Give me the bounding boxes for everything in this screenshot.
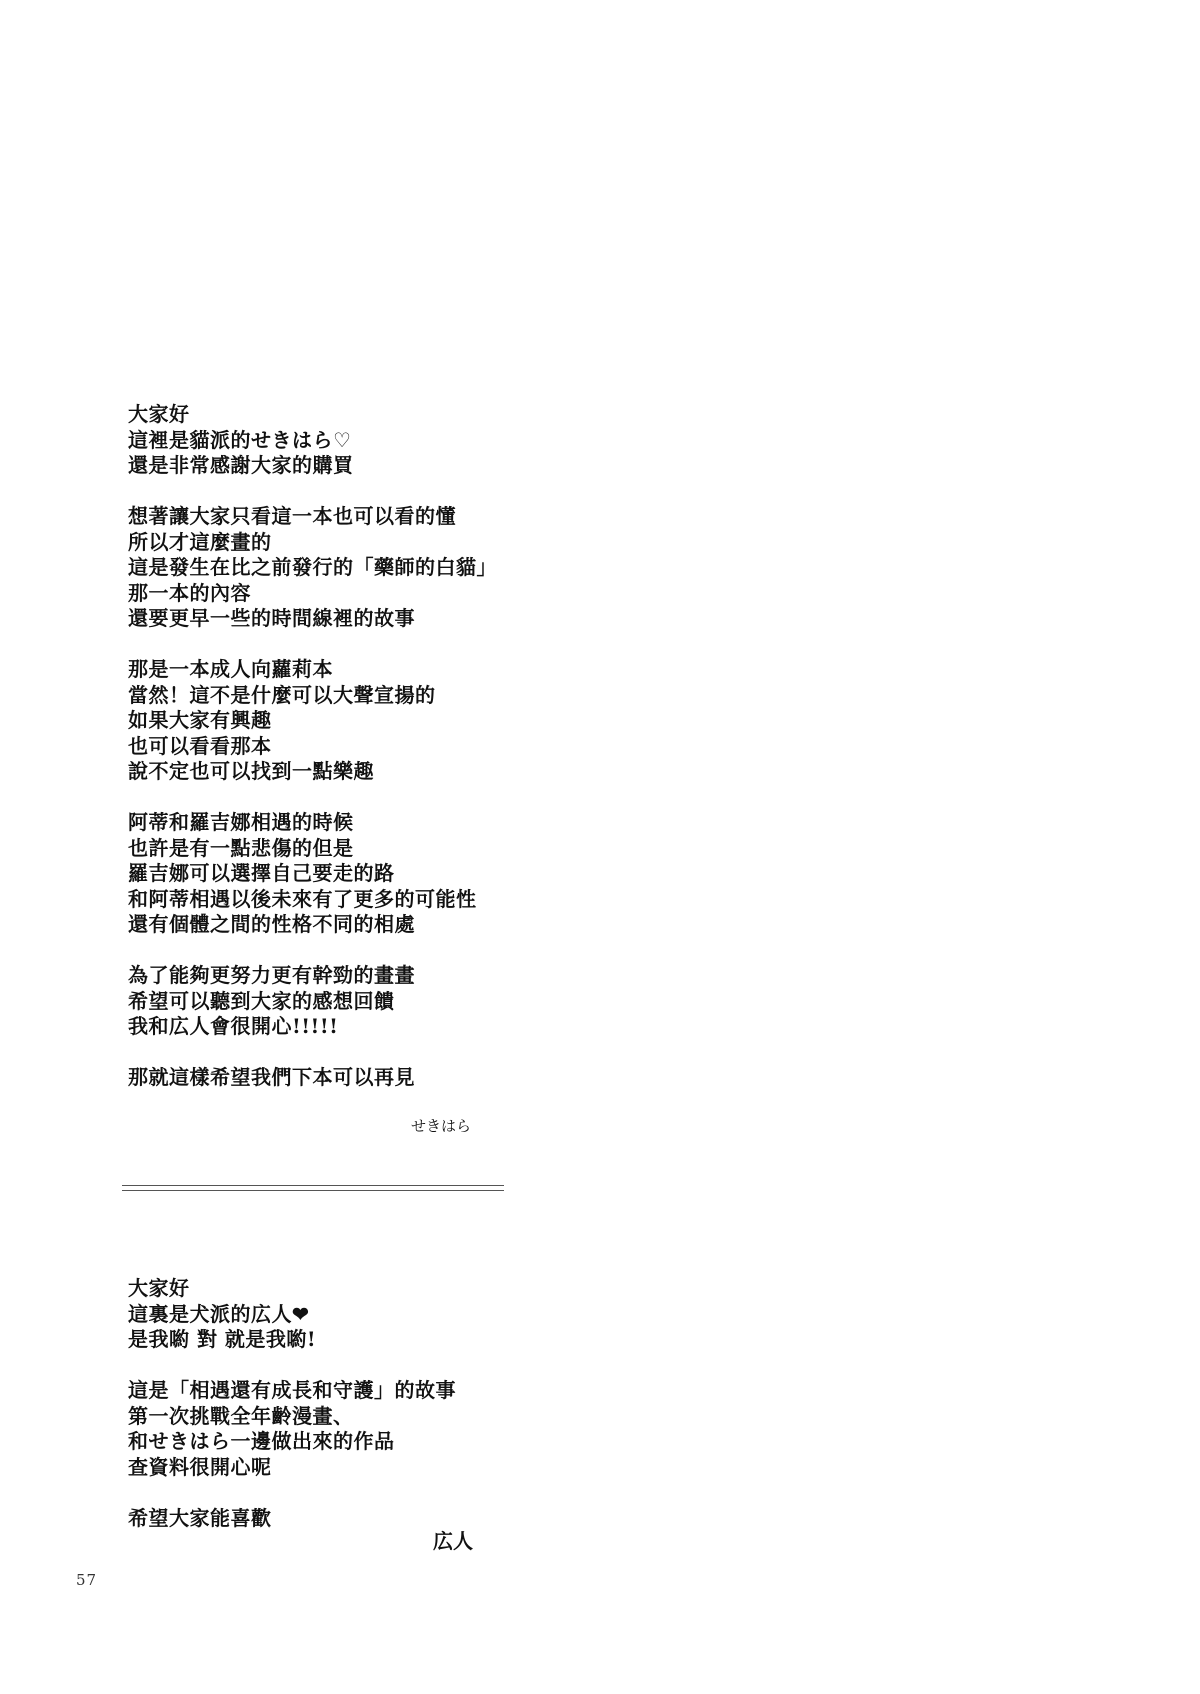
text-line: 這是發生在比之前發行的「藥師的白貓」 (128, 555, 497, 579)
text-line: 阿蒂和羅吉娜相遇的時候 (128, 810, 354, 834)
paragraph-gap (128, 1040, 497, 1066)
text-line: 為了能夠更努力更有幹勁的畫畫 (128, 963, 415, 987)
text-line: 還是非常感謝大家的購買 (128, 453, 354, 477)
text-line: 說不定也可以找到一點樂趣 (128, 759, 374, 783)
text-line: 大家好 (128, 402, 190, 426)
paragraph-gap (128, 632, 497, 658)
text-line: 這裏是犬派的広人❤ (128, 1301, 310, 1326)
signature-sekihara: せきはら (411, 1117, 472, 1135)
text-line: 我和広人會很開心!!!!! (128, 1014, 339, 1038)
text-line: 也可以看看那本 (128, 733, 272, 758)
text-line: 那是一本成人向蘿莉本 (128, 657, 333, 681)
text-line: 大家好 (128, 1276, 190, 1300)
text-line: 想著讓大家只看這一本也可以看的懂 (128, 504, 456, 528)
text-line: 是我喲 對 就是我喲! (128, 1327, 317, 1351)
text-line: 第一次挑戰全年齡漫畫、 (128, 1403, 354, 1428)
page-number: 57 (76, 1571, 98, 1589)
paragraph-gap (128, 1480, 456, 1506)
paragraph-gap (128, 785, 497, 811)
text-line: 還要更早一些的時間線裡的故事 (128, 606, 415, 630)
text-line: 也許是有一點悲傷的但是 (128, 835, 354, 860)
text-line: 所以才這麼畫的 (128, 529, 272, 554)
text-line: 希望大家能喜歡 (128, 1505, 272, 1530)
text-line: 查資料很開心呢 (128, 1454, 272, 1479)
text-line: 希望可以聽到大家的感想回饋 (128, 988, 395, 1013)
paragraph-gap (128, 479, 497, 505)
paragraph-gap (128, 938, 497, 964)
text-line: 這裡是貓派的せきはら♡ (128, 427, 352, 452)
text-line: 羅吉娜可以選擇自己要走的路 (128, 861, 395, 885)
text-line: 那一本的內容 (128, 580, 251, 605)
section-divider (122, 1185, 504, 1191)
text-line: 當然！這不是什麼可以大聲宣揚的 (128, 682, 436, 707)
text-line: 這是「相遇還有成長和守護」的故事 (128, 1378, 456, 1402)
text-line: 那就這樣希望我們下本可以再見 (128, 1065, 415, 1089)
afterword-sekihara (128, 402, 497, 1091)
text-line: 和阿蒂相遇以後未來有了更多的可能性 (128, 886, 477, 911)
paragraph-gap (128, 1353, 456, 1379)
text-line: 和せきはら一邊做出來的作品 (128, 1429, 395, 1453)
text-line: 還有個體之間的性格不同的相處 (128, 912, 415, 936)
afterword-hiroto (128, 1276, 456, 1531)
signature-hiroto: 広人 (433, 1529, 473, 1553)
text-line: 如果大家有興趣 (128, 708, 272, 732)
